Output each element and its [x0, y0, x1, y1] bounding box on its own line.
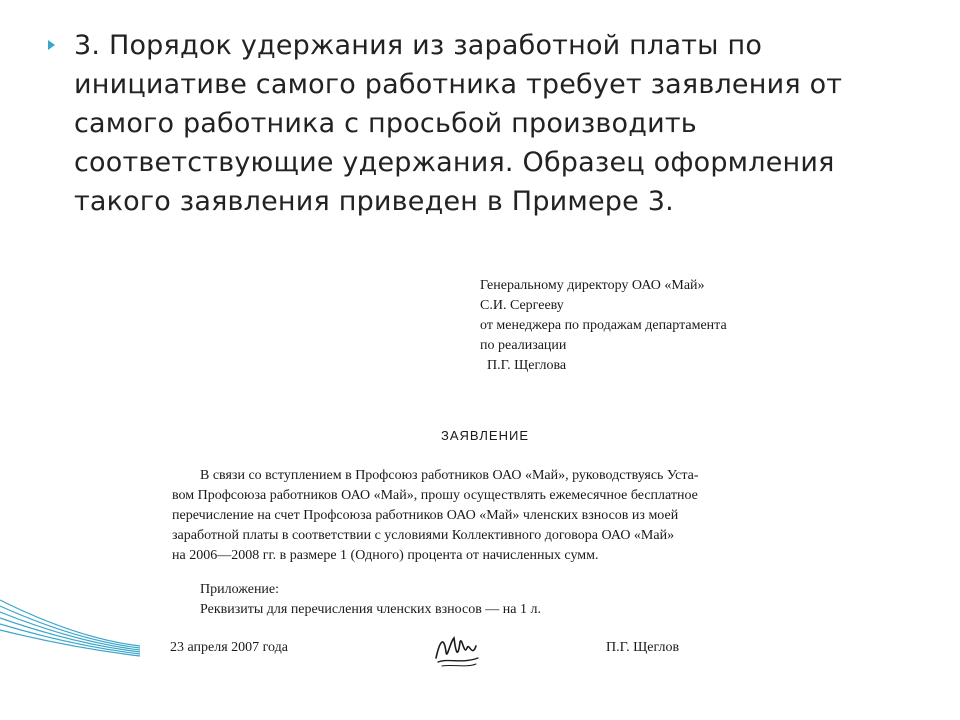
document-appendix: Приложение: Реквизиты для перечисления членских взносов — на 1 л.: [200, 582, 541, 617]
document-title: ЗАЯВЛЕНИЕ: [440, 428, 530, 443]
document-scan: [160, 268, 810, 668]
document-date: 23 апреля 2007 года: [170, 640, 288, 655]
addressee-block: Генеральному директору ОАО «Май» С.И. Сергееву от менеджера по продажам департамента по реализации П.Г. Щеглова: [480, 278, 727, 373]
document-body: В связи со вступлением в Профсоюз работников ОАО «Май», руководствуясь Уста- вом Профсоюза работников ОАО «Май», прошу осуществлять ежемесячное бесплатное перечисление на счет Профсоюза работников ОАО «Май» членских взносов из моей заработной платы в соответствии с условиями Коллективного договора ОАО «Май» на 2006—2008 гг. в размере 1 (Одного) процента от начисленных сумм.: [172, 468, 699, 563]
bullet-text: 3. Порядок удержания из заработной платы по инициативе самого работника требует заявления от самого работника с просьбой производить соответствующие удержания. Образец оформления такого заявления приведен в Примере 3.: [74, 30, 843, 217]
triangle-bullet-icon: [48, 40, 55, 50]
signer-name: П.Г. Щеглов: [606, 640, 680, 655]
decorative-wave-lines: [0, 590, 140, 720]
handwritten-signature-icon: [432, 628, 482, 670]
